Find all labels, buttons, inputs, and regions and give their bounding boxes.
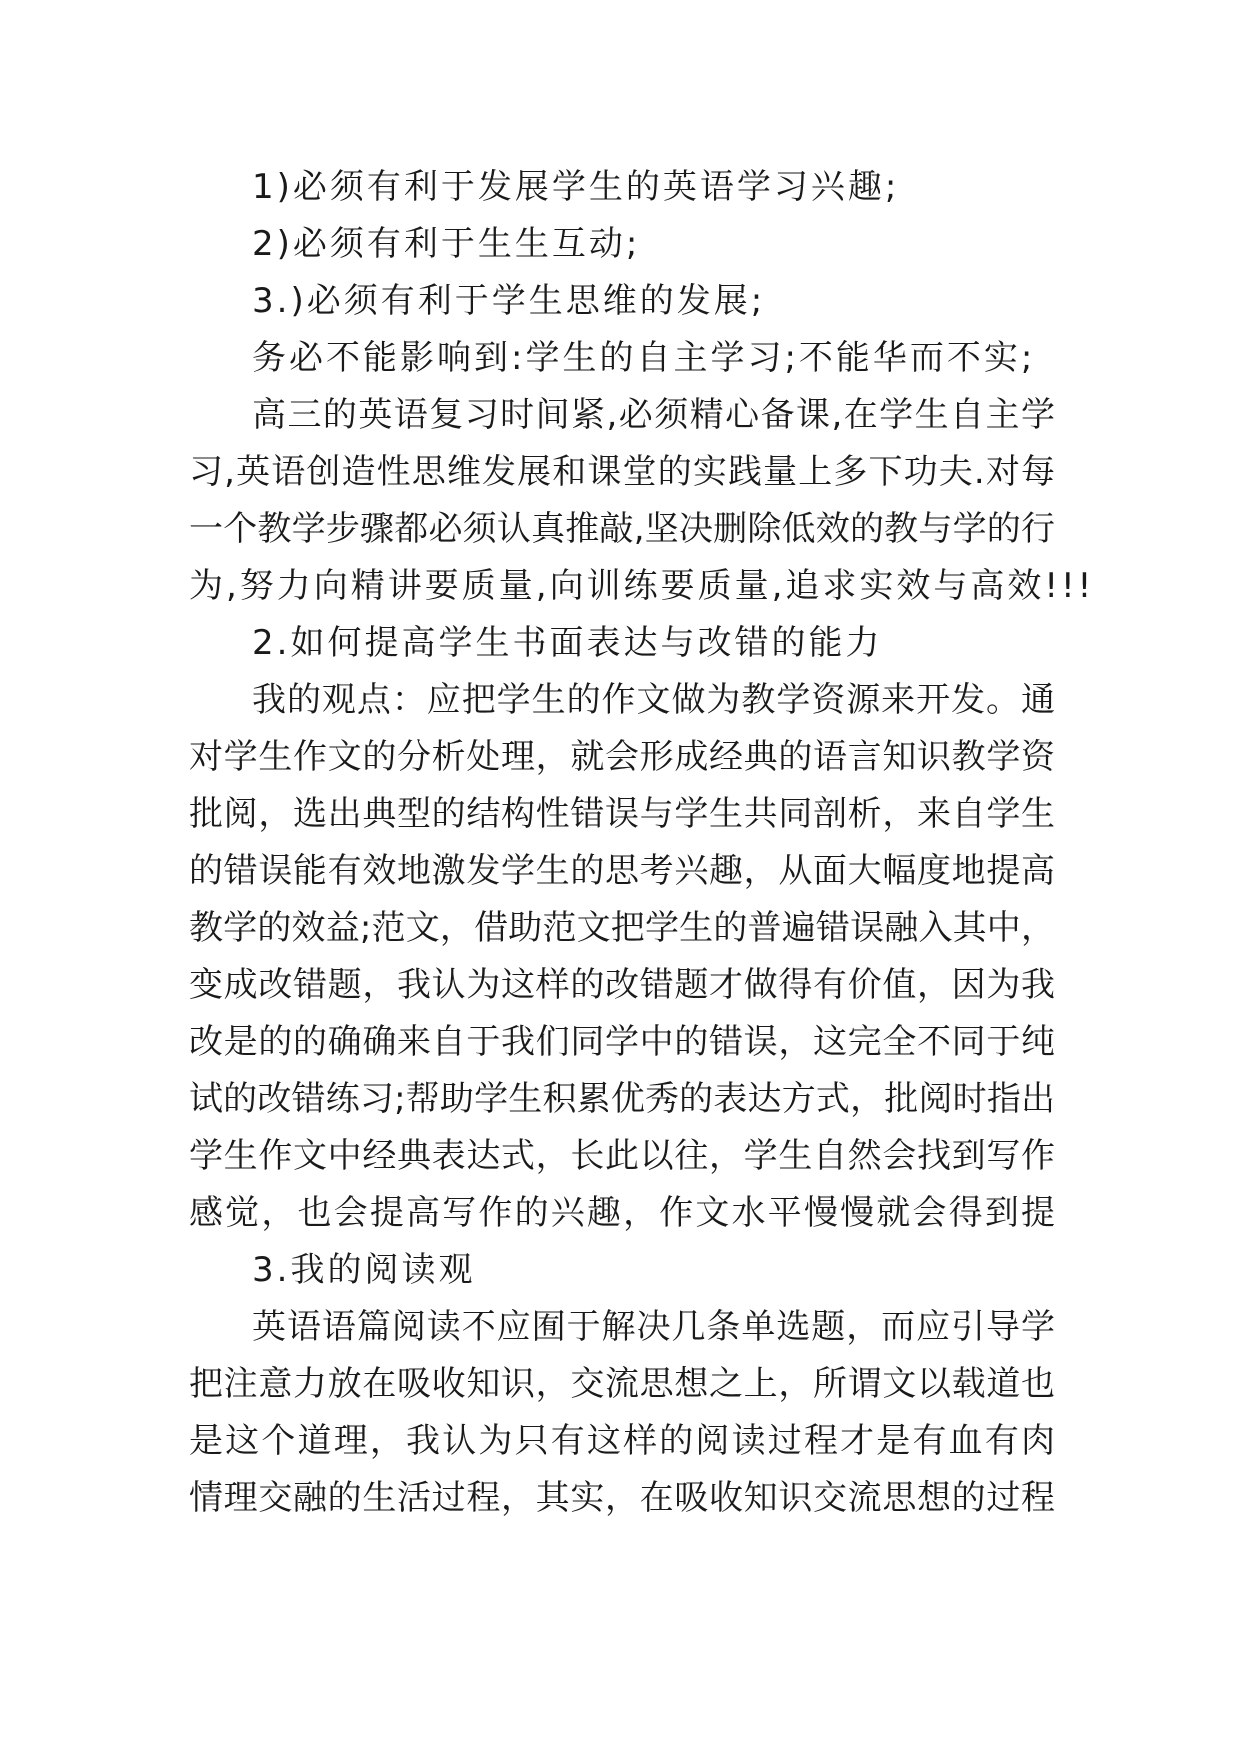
paragraph-line: 试的改错练习;帮助学生积累优秀的表达方式，批阅时指出 [189, 1079, 1055, 1119]
paragraph-line: 感觉，也会提高写作的兴趣，作文水平慢慢就会得到提 [189, 1193, 1055, 1233]
list-item-2: 2)必须有利于生生互动; [252, 224, 641, 264]
paragraph-line: 的错误能有效地激发学生的思考兴趣，从面大幅度地提高 [189, 851, 1055, 891]
paragraph-line: 对学生作文的分析处理，就会形成经典的语言知识教学资 [189, 737, 1055, 777]
paragraph-line: 为,努力向精讲要质量,向训练要质量,追求实效与高效!!! [189, 566, 1095, 606]
paragraph-line: 情理交融的生活过程，其实，在吸收知识交流思想的过程 [189, 1478, 1055, 1518]
paragraph-line: 高三的英语复习时间紧,必须精心备课,在学生自主学 [252, 395, 1055, 435]
section-heading-2: 2.如何提高学生书面表达与改错的能力 [252, 623, 883, 663]
paragraph-line: 变成改错题，我认为这样的改错题才做得有价值，因为我 [189, 965, 1055, 1005]
section-heading-3: 3.我的阅读观 [252, 1250, 476, 1290]
paragraph-line: 我的观点：应把学生的作文做为教学资源来开发。通 [252, 680, 1055, 720]
paragraph-line: 教学的效益;范文，借助范文把学生的普遍错误融入其中， [189, 908, 1055, 948]
paragraph-line: 英语语篇阅读不应囿于解决几条单选题，而应引导学 [252, 1307, 1055, 1347]
paragraph-line: 改是的的确确来自于我们同学中的错误，这完全不同于纯 [189, 1022, 1055, 1062]
paragraph-line: 一个教学步骤都必须认真推敲,坚决删除低效的教与学的行 [189, 509, 1055, 549]
requirement-note: 务必不能影响到:学生的自主学习;不能华而不实; [252, 338, 1036, 378]
paragraph-line: 学生作文中经典表达式，长此以往，学生自然会找到写作 [189, 1136, 1055, 1176]
paragraph-line: 批阅，选出典型的结构性错误与学生共同剖析，来自学生 [189, 794, 1055, 834]
paragraph-line: 把注意力放在吸收知识，交流思想之上，所谓文以载道也 [189, 1364, 1055, 1404]
paragraph-line: 习,英语创造性思维发展和课堂的实践量上多下功夫.对每 [189, 452, 1055, 492]
paragraph-line: 是这个道理，我认为只有这样的阅读过程才是有血有肉 [189, 1421, 1055, 1461]
list-item-1: 1)必须有利于发展学生的英语学习兴趣; [252, 167, 900, 207]
list-item-3: 3.)必须有利于学生思维的发展; [252, 281, 766, 321]
